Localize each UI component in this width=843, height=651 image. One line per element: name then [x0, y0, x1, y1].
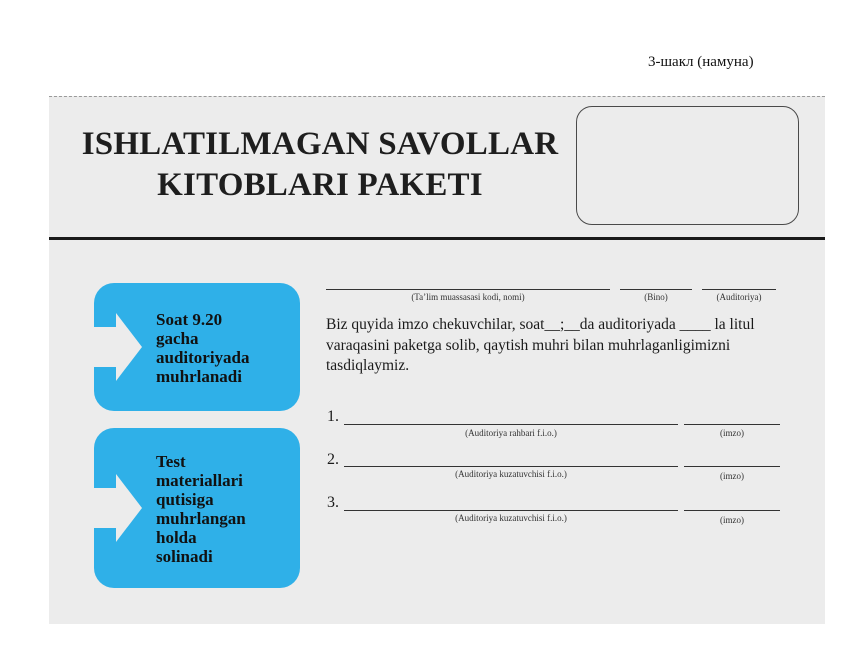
- form-label: 3-шакл (намуна): [648, 54, 754, 70]
- title-line-1: ISHLATILMAGAN SAVOLLAR: [81, 126, 559, 162]
- seal-time-text: [156, 310, 250, 386]
- name-caption: (Auditoriya kuzatuvchisi f.i.o.): [455, 469, 567, 479]
- badge-line: solinadi: [156, 547, 213, 566]
- arrow-right-icon: [116, 474, 142, 542]
- stamp-box: [576, 106, 799, 225]
- building-line[interactable]: [620, 289, 692, 290]
- badge-line: auditoriyada: [156, 348, 250, 367]
- signature-line[interactable]: [684, 466, 780, 467]
- badge-line: muhrlangan: [156, 509, 246, 528]
- institution-line[interactable]: [326, 289, 610, 290]
- cut-line: [49, 96, 825, 97]
- signature-caption: (imzo): [720, 471, 744, 481]
- room-line[interactable]: [702, 289, 776, 290]
- signature-caption: (imzo): [720, 515, 744, 525]
- signature-caption: (imzo): [720, 428, 744, 438]
- package-title: [60, 124, 580, 206]
- room-caption: (Auditoriya): [716, 292, 762, 302]
- arrow-right-icon: [116, 313, 142, 381]
- badge-line: muhrlanadi: [156, 367, 242, 386]
- name-line[interactable]: [344, 424, 678, 425]
- confirmation-statement: Biz quyida imzo chekuvchilar, soat__;__da auditoriyada ____ la litul varaqasini paketga solib, qaytish muhri bilan muhrlaganligimizni tasdiqlaymiz.: [326, 316, 755, 374]
- badge-line: gacha: [156, 329, 199, 348]
- badge-line: materiallari: [156, 471, 243, 490]
- institution-caption: (Ta’lim muassasasi kodi, nomi): [411, 292, 525, 302]
- name-line[interactable]: [344, 466, 678, 467]
- name-caption: (Auditoriya rahbari f.i.o.): [465, 428, 557, 438]
- title-line-2: KITOBLARI PAKETI: [157, 167, 483, 203]
- materials-box-text: [156, 452, 246, 566]
- signature-line[interactable]: [684, 424, 780, 425]
- badge-line: qutisiga: [156, 490, 214, 509]
- signature-number: 1.: [327, 408, 339, 425]
- seal-time-badge: [94, 283, 300, 411]
- signature-number: 2.: [327, 451, 339, 468]
- badge-line: Soat 9.20: [156, 310, 223, 329]
- materials-box-badge: [94, 428, 300, 588]
- badge-line: Test: [156, 452, 186, 471]
- section-divider: [49, 237, 825, 240]
- building-caption: (Bino): [644, 292, 668, 302]
- signature-number: 3.: [327, 494, 339, 511]
- name-caption: (Auditoriya kuzatuvchisi f.i.o.): [455, 513, 567, 523]
- badge-line: holda: [156, 528, 197, 547]
- signature-line[interactable]: [684, 510, 780, 511]
- name-line[interactable]: [344, 510, 678, 511]
